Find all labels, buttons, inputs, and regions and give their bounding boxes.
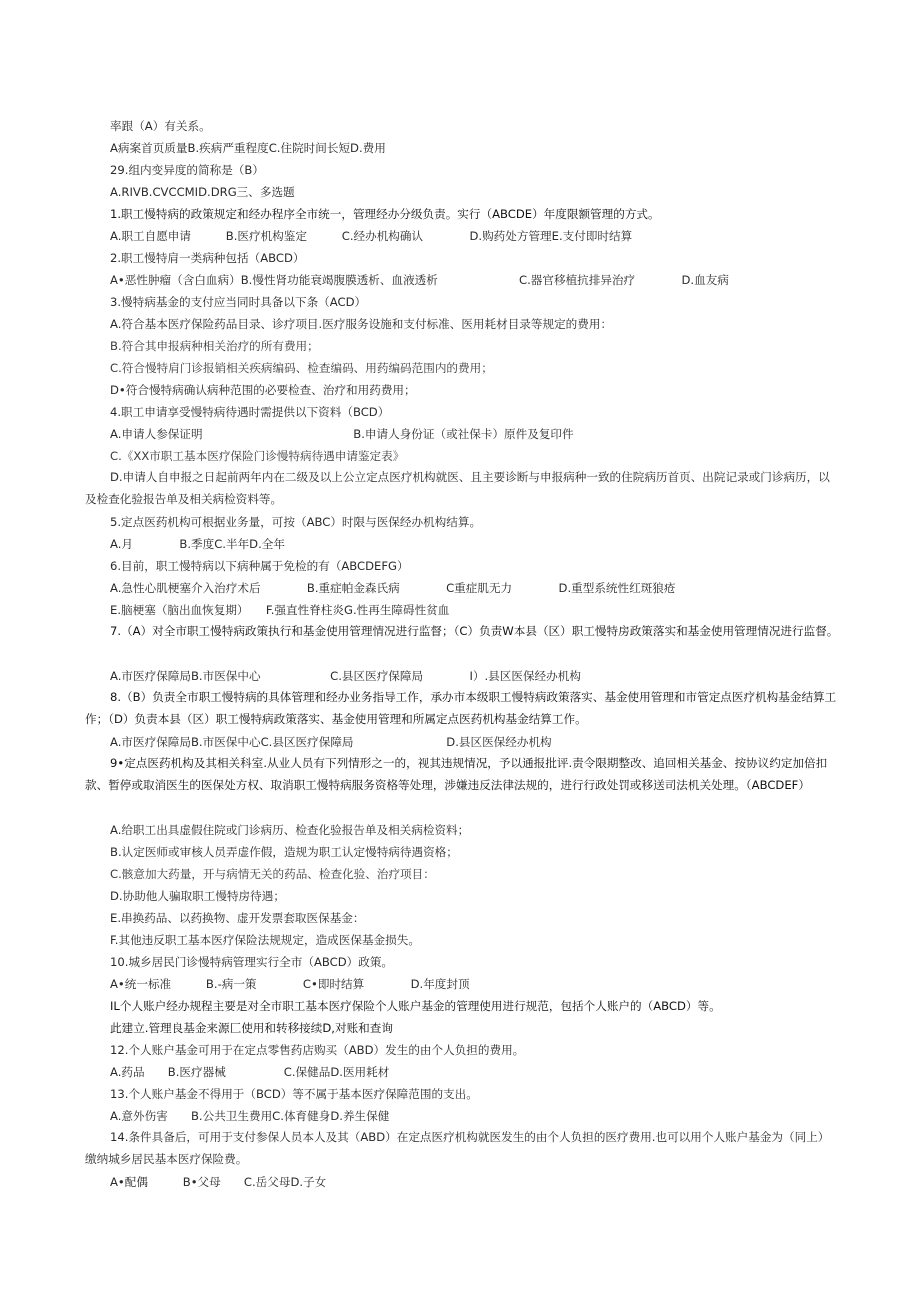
text-line: A.给职工出具虚假住院或门诊病历、检查化验报告单及相关病检资料； (110, 823, 470, 837)
text-line: A.申请人参保证明 B.申请人身份证（或社保卡）原件及复印件 (110, 427, 574, 441)
text-line: A.符合基本医疗保险药品目录、诊疗项目.医疗服务设施和支付标准、医用耗材目录等规定的费用： (110, 317, 613, 331)
text-line: E.串换药品、以药换物、虚开发票套取医保基金： (110, 911, 365, 925)
text-line: A病案首页质量B.疾病严重程度C.住院时间长短D.费用 (110, 141, 386, 155)
text-line: D.协助他人骗取职工慢特房待遇； (110, 889, 285, 903)
text-line: A.月 B.季度C.半年D.全年 (110, 537, 285, 551)
text-paragraph: D.申请人自申报之日起前两年内在二级及以上公立定点医疗机构就医、且主要诊断与申报病种一致的住院病历首页、出院记录或门诊病历，以及检查化验报告单及相关病检资料等。 (85, 470, 830, 506)
text-line: A.市医疗保障局B.市医保中心C.县区医疗保障局 D.县区医保经办机构 (110, 735, 552, 749)
text-paragraph: 7.（A）对全市职工慢特病政策执行和基金使用管理情况进行监督；（C）负责W本县（区）职工慢特房政策落实和基金使用管理情况进行监督。 (110, 624, 839, 638)
text-line: 此建立.管理良基金来源匚使用和转移接续D,对账和查询 (110, 1021, 393, 1035)
text-line: B.符合其申报病种相关治疗的所有费用； (110, 339, 319, 353)
text-line: A.意外伤害 B.公共卫生费用C.体育健身D.养生保健 (110, 1109, 390, 1123)
text-line: 2.职工慢特肩一类病种包括（ABCD） (110, 251, 305, 265)
text-paragraph: 14.条件具备后，可用于支付参保人员本人及其（ABD）在定点医疗机构就医发生的由个人负担的医疗费用.也可以用个人账户基金为（同上）缴纳城乡居民基本医疗保险费。 (85, 1130, 830, 1166)
text-line: B.认定医师或审核人员弄虚作假，造规为职工认定慢特病待遇资格； (110, 845, 458, 859)
text-line: 12.个人账户基金可用于在定点零售药店购买（ABD）发生的由个人负担的费用。 (110, 1043, 525, 1057)
text-line: 10.城乡居民门诊慢特病管理实行全市（ABCD）政策。 (110, 955, 394, 969)
text-line: 29.组内变异度的简称是（B） (110, 163, 264, 177)
text-line: C.《XX市职工基本医疗保险门诊慢特病待遇申请鉴定表》 (110, 449, 405, 463)
text-line: A.职工自愿申请 B.医疗机构鉴定 C.经办机构确认 D.购药处方管理E.支付即时结算 (110, 229, 633, 243)
text-line: D•符合慢特病确认病种范围的必要检查、治疗和用药费用； (110, 383, 416, 397)
text-line: A.急性心肌梗塞介入治疗术后 B.重症帕金森氏病 C重症肌无力 D.重型系统性红斑狼疮 (110, 581, 676, 595)
text-line: A.市医疗保障局B.市医保中心 C.县区医疗保障局 I）.县区医保经办机构 (110, 669, 581, 683)
text-line: F.其他违反职工基本医疗保险法规规定，造成医保基金损失。 (110, 933, 420, 947)
text-line: 3.慢特病基金的支付应当同时具备以下条（ACD） (110, 295, 367, 309)
text-line: IL个人账户经办规程主要是对全市职工基本医疗保险个人账户基金的管理使用进行规范，包括个人账户的（ABCD）等。 (110, 999, 721, 1013)
text-line: 率跟（A）有关系。 (110, 119, 211, 133)
text-line: A•恶性肿瘤（含白血病）B.慢性肾功能衰竭腹膜透析、血液透析 C.器官移植抗排异治疗 D.血友病 (110, 273, 729, 287)
text-line: 13.个人账户基金不得用于（BCD）等不属于基本医疗保障范围的支出。 (110, 1087, 478, 1101)
text-paragraph: 8.（B）负责全市职工慢特病的具体管理和经办业务指导工作，承办市本级职工慢特病政策落实、基金使用管理和市管定点医疗机构基金结算工作；（D）负责本县（区）职工慢特病政策落实、基金使用管理和所属定点医药机构基金结算工作。 (85, 690, 837, 726)
text-paragraph: 9•定点医药机构及其相关科室.从业人员有下列情形之一的，视其违规情况，予以通报批评.责令限期整改、追回相关基金、按协议约定加倍扣款、暂停或取消医生的医保处方权、取消职工慢特病服务资格等处理，涉嫌违反法律法规的，进行行政处罚或移送司法机关处理。（ABCDEF） (85, 756, 828, 792)
text-line: 4.职工申请享受慢特病待遇时需提供以下资料（BCD） (110, 405, 390, 419)
text-line: A•统一标准 B.-病一策 C•即时结算 D.年度封顶 (110, 977, 470, 991)
text-line: A.药品 B.医疗器械 C.保健品D.医用耗材 (110, 1065, 390, 1079)
text-line: A.RIVB.CVCCMID.DRG三、多选题 (110, 185, 295, 199)
text-line: C.符合慢特肩门诊报销相关疾病编码、检查编码、用药编码范围内的费用； (110, 361, 493, 375)
text-line: 1.职工慢特病的政策规定和经办程序全市统一，管理经办分级负责。实行（ABCDE）年度限额管理的方式。 (110, 207, 660, 221)
text-line: 5.定点医药机构可根据业务量，可按（ABC）时限与医保经办机构结算。 (110, 515, 482, 529)
text-line: C.骸意加大药量，开与病情无关的药品、检查化验、治疗项目： (110, 867, 435, 881)
text-line: E.脑梗塞（脑出血恢复期） F.强直性脊柱炎G.性再生障碍性贫血 (110, 603, 450, 617)
text-line: A•配偶 B•父母 C.岳父母D.子女 (110, 1175, 327, 1189)
text-line: 6.目前，职工慢特病以下病种属于免检的有（ABCDEFG） (110, 559, 409, 573)
